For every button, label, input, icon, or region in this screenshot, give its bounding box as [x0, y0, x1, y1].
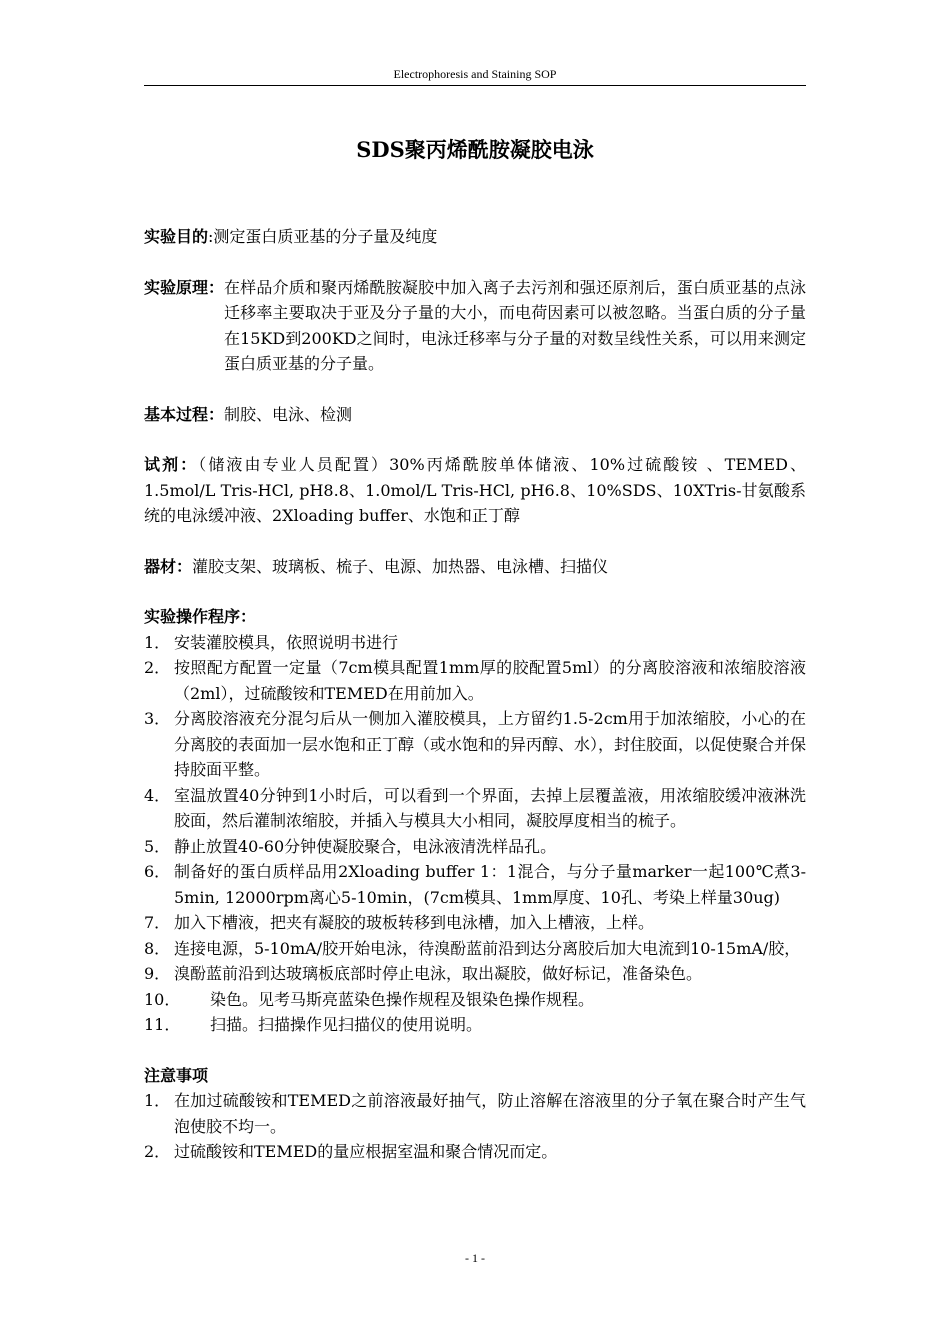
procedure-step [144, 655, 806, 706]
step-number: 1． [144, 632, 171, 652]
process-label: 基本过程： [144, 404, 225, 424]
note-number: 2． [144, 1142, 171, 1161]
equipment-label: 器材： [144, 556, 193, 576]
principle-label: 实验原理： [144, 277, 225, 297]
procedure-step [144, 834, 806, 860]
page-number: - 1 - [465, 1251, 485, 1265]
step-text: 染色。见考马斯亮蓝染色操作规程及银染色操作规程。 [210, 989, 595, 1009]
procedure-step [144, 936, 806, 962]
step-number: 3． [144, 709, 171, 728]
procedure-step [144, 706, 806, 783]
equipment-text: 灌胶支架、玻璃板、梳子、电源、加热器、电泳槽、扫描仪 [192, 556, 609, 576]
procedure-step [144, 859, 806, 910]
step-text: 室温放置40分钟到1小时后，可以看到一个界面，去掉上层覆盖液，用浓缩胶缓冲液淋洗胶面，然后灌制浓缩胶，并插入与模具大小相同，凝胶厚度相当的梳子。 [174, 785, 806, 830]
note-item [144, 1139, 806, 1165]
step-number: 2． [144, 658, 171, 677]
note-text: 在加过硫酸铵和TEMED之前溶液最好抽气，防止溶解在溶液里的分子氧在聚合时产生气泡使胶不均一。 [174, 1091, 806, 1136]
step-text: 加入下槽液，把夹有凝胶的玻板转移到电泳槽，加入上槽液，上样。 [174, 913, 655, 932]
procedure-list [144, 630, 806, 1038]
procedure-step [144, 987, 806, 1013]
reagents-paragraph [144, 452, 806, 529]
procedure-step [144, 1012, 806, 1038]
step-text: 按照配方配置一定量（7cm模具配置1mm厚的胶配置5ml）的分离胶溶液和浓缩胶溶液（2ml），过硫酸铵和TEMED在用前加入。 [174, 658, 806, 703]
purpose-text: :测定蛋白质亚基的分子量及纯度 [208, 227, 438, 246]
step-number: 8． [144, 938, 171, 958]
note-text: 过硫酸铵和TEMED的量应根据室温和聚合情况而定。 [174, 1142, 558, 1161]
note-number: 1． [144, 1091, 171, 1110]
step-text: 分离胶溶液充分混匀后从一侧加入灌胶模具，上方留约1.5-2cm用于加浓缩胶，小心的在分离胶的表面加一层水饱和正丁醇（或水饱和的异丙醇、水），封住胶面，以促使聚合并保持胶面平整。 [174, 709, 807, 779]
equipment-paragraph [144, 554, 806, 580]
procedure-step [144, 910, 806, 936]
step-number: 9． [144, 964, 171, 983]
reagents-label: 试剂： [144, 455, 199, 474]
process-paragraph [144, 402, 806, 428]
procedure-step [144, 961, 806, 987]
step-text: 溴酚蓝前沿到达玻璃板底部时停止电泳，取出凝胶，做好标记，准备染色。 [174, 964, 703, 983]
step-number: 5． [144, 836, 171, 856]
page-header: Electrophoresis and Staining SOP [393, 67, 557, 81]
procedure-step [144, 783, 806, 834]
document-title: SDS聚丙烯酰胺凝胶电泳 [356, 137, 594, 162]
note-item [144, 1088, 806, 1139]
notes-list [144, 1088, 806, 1165]
step-number: 6． [144, 862, 171, 881]
process-text: 制胶、电泳、检测 [224, 404, 353, 424]
notes-heading: 注意事项 [144, 1065, 209, 1085]
header-rule [144, 85, 806, 86]
principle-paragraph [144, 275, 806, 377]
procedure-step [144, 630, 806, 656]
step-text: 扫描。扫描操作见扫描仪的使用说明。 [210, 1015, 483, 1034]
step-text: 安装灌胶模具，依照说明书进行 [174, 632, 399, 652]
reagents-text: （储液由专业人员配置）30%丙烯酰胺单体储液、10%过硫酸铵 、TEMED、1.5mol/L Tris-HCl, pH8.8、1.0mol/L Tris-HCl, pH6.8、10%SDS、10XTris-甘氨酸系统的电泳缓冲液、2Xloading buffer、水饱和正丁醇 [144, 455, 806, 525]
step-text: 制备好的蛋白质样品用2Xloading buffer 1：1混合，与分子量marker一起100℃煮3-5min, 12000rpm离心5-10min，(7cm模具、1mm厚度、10孔、考染上样量30ug) [174, 862, 806, 907]
step-text: 静止放置40-60分钟使凝胶聚合，电泳液清洗样品孔。 [174, 836, 557, 856]
step-number: 11． [144, 1015, 181, 1034]
document-body [144, 224, 806, 1190]
principle-text: 在样品介质和聚丙烯酰胺凝胶中加入离子去污剂和强还原剂后，蛋白质亚基的点泳迁移率主要取决于亚及分子量的大小，而电荷因素可以被忽略。当蛋白质的分子量在15KD到200KD之间时，电泳迁移率与分子量的对数呈线性关系，可以用来测定蛋白质亚基的分子量。 [224, 277, 806, 373]
step-number: 4． [144, 785, 171, 805]
purpose-label: 实验目的 [144, 227, 209, 246]
step-text: 连接电源，5-10mA/胶开始电泳，待溴酚蓝前沿到达分离胶后加大电流到10-15mA/胶， [174, 938, 801, 958]
step-number: 10． [144, 989, 181, 1009]
purpose-paragraph [144, 224, 806, 250]
procedure-heading: 实验操作程序： [144, 607, 257, 626]
step-number: 7． [144, 913, 171, 932]
